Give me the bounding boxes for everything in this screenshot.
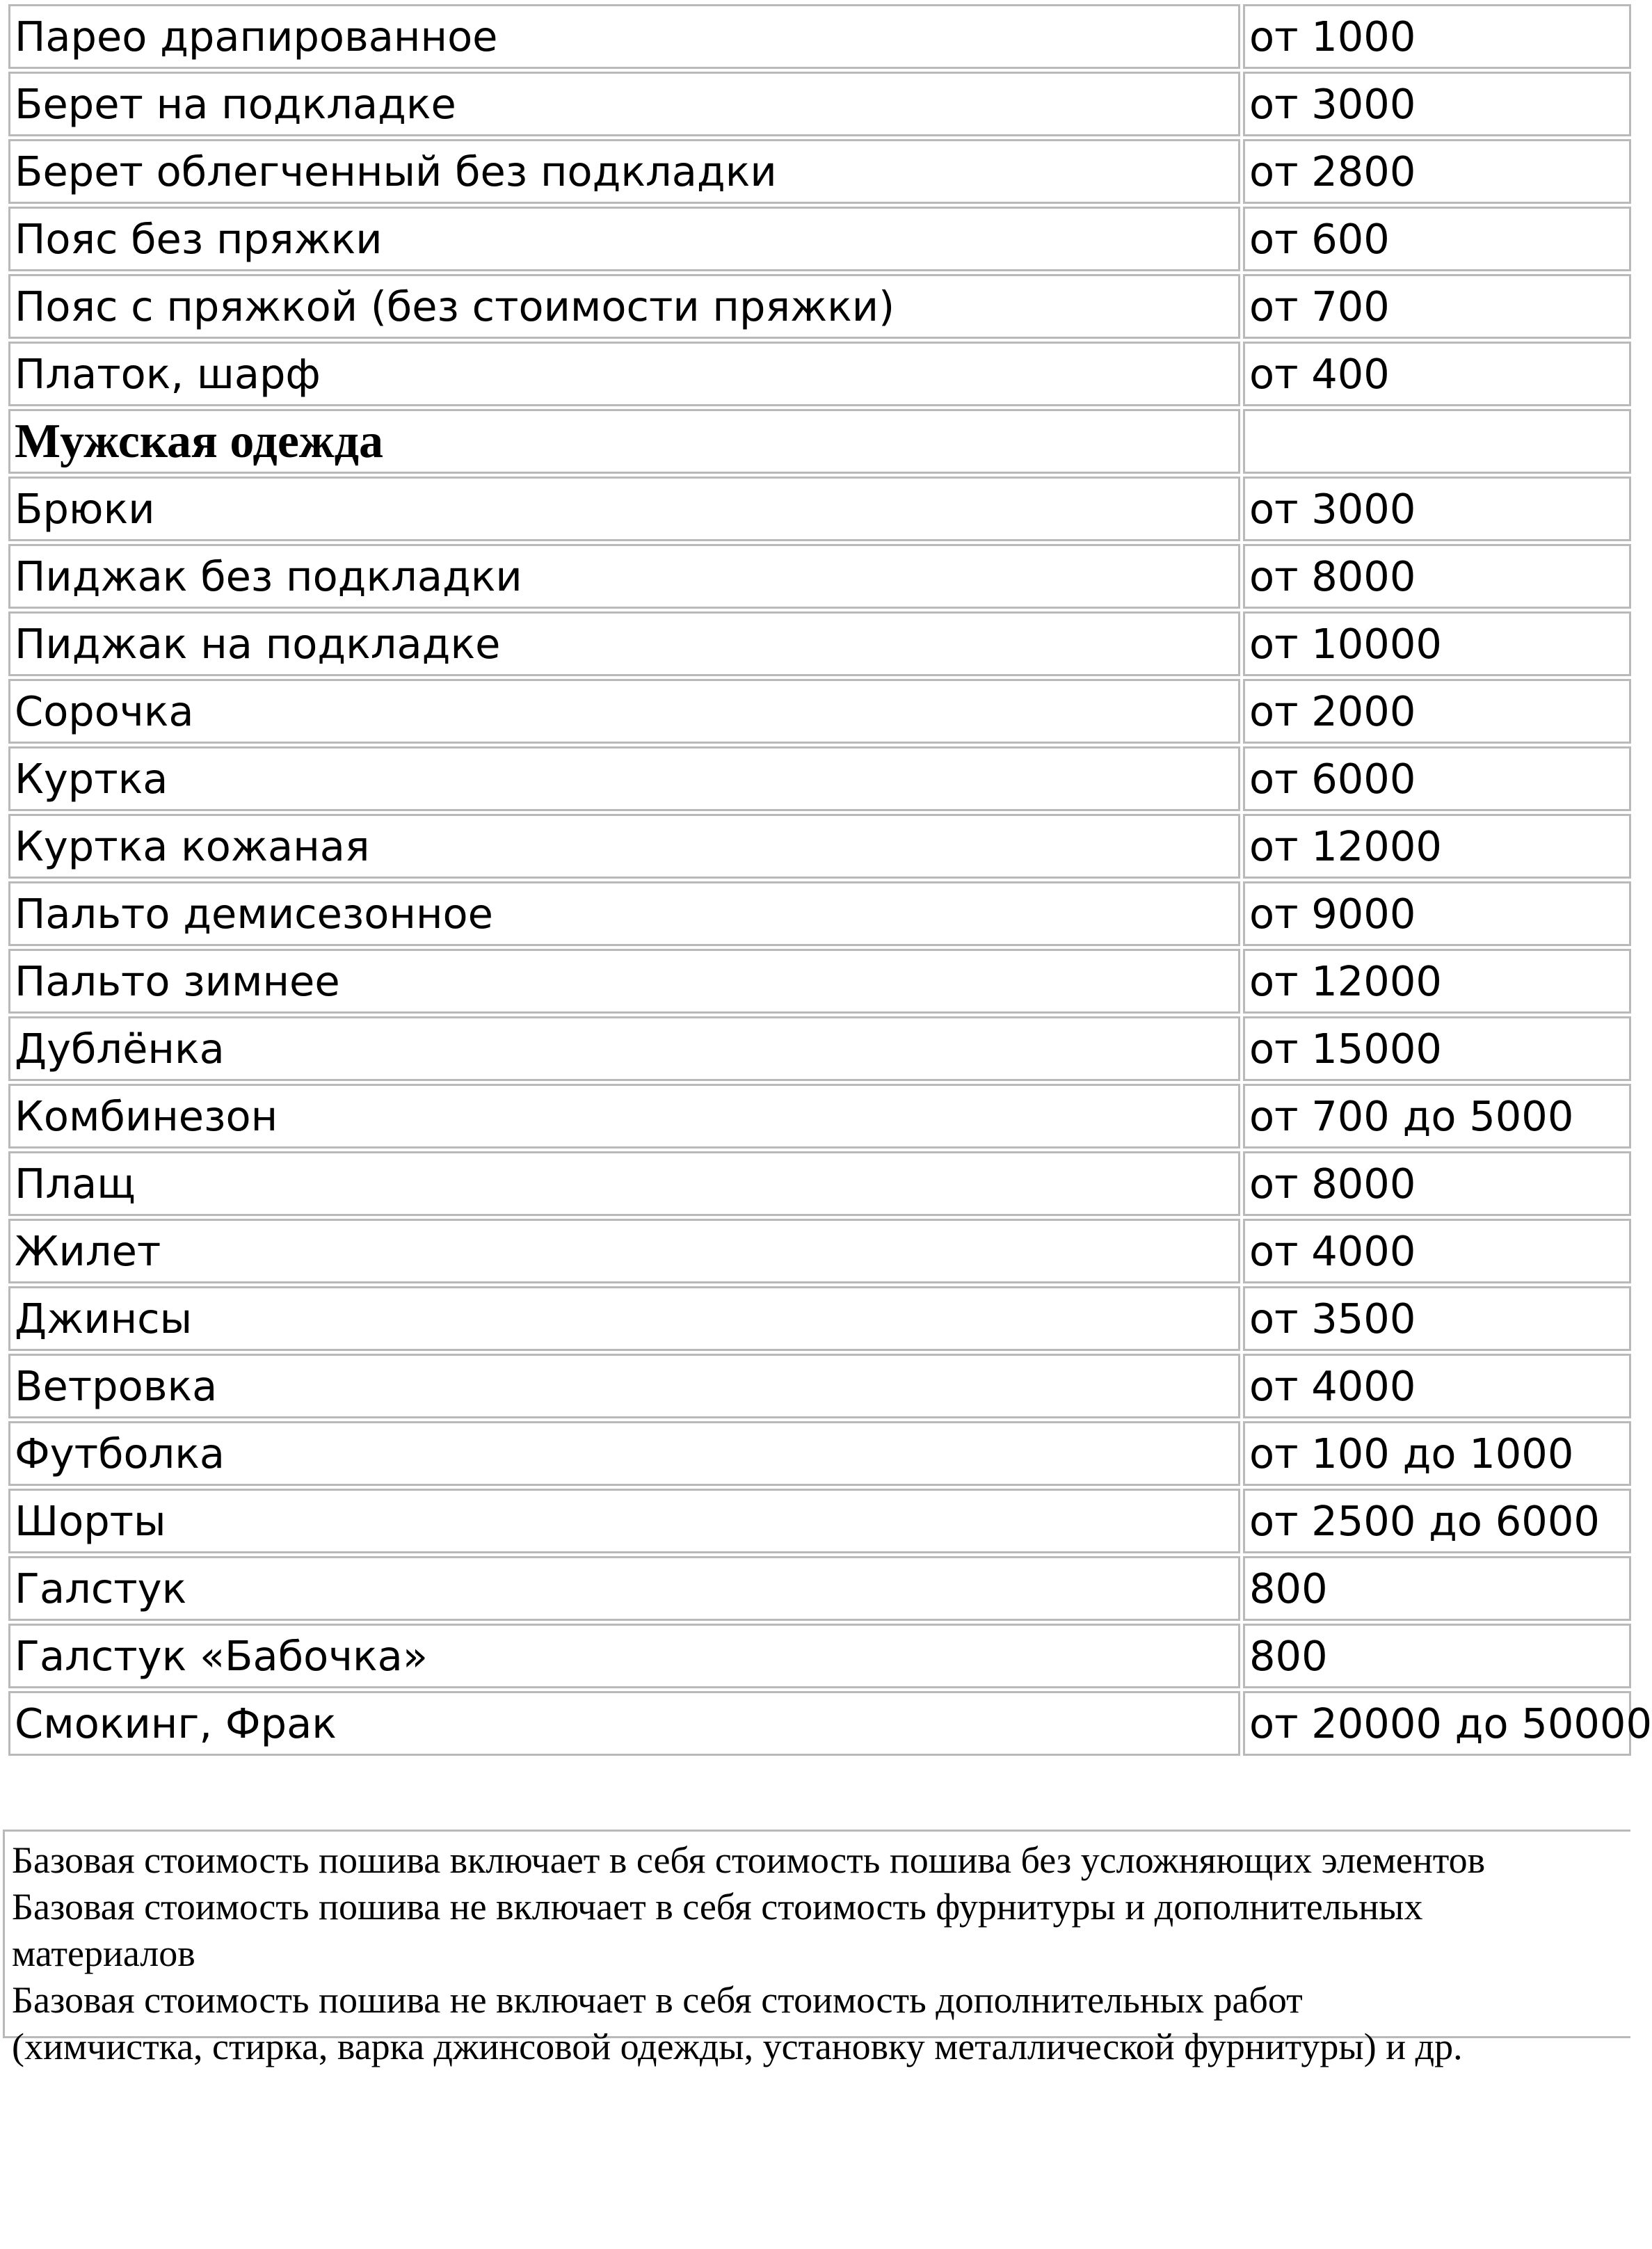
item-price: от 2800 xyxy=(1243,139,1631,204)
note-line: Базовая стоимость пошива не включает в себя стоимость фурнитуры и дополнительных xyxy=(12,1886,1423,1928)
note-line: Базовая стоимость пошива включает в себя стоимость пошива без усложняющих элементов xyxy=(12,1839,1486,1881)
table-row xyxy=(8,1489,1631,1553)
table-row xyxy=(8,1286,1631,1351)
table-row xyxy=(8,342,1631,406)
table-row xyxy=(8,1421,1631,1486)
table-row xyxy=(8,207,1631,271)
item-price: от 8000 xyxy=(1243,1151,1631,1216)
item-price: от 9000 xyxy=(1243,881,1631,946)
item-price: от 8000 xyxy=(1243,544,1631,609)
item-price: от 3500 xyxy=(1243,1286,1631,1351)
item-name: Пиджак без подкладки xyxy=(8,544,1240,609)
table-row xyxy=(8,477,1631,541)
section-header-row xyxy=(8,409,1631,474)
table-row xyxy=(8,746,1631,811)
item-name: Джинсы xyxy=(8,1286,1240,1351)
item-name: Пиджак на подкладке xyxy=(8,611,1240,676)
table-row xyxy=(8,1016,1631,1081)
item-price: от 4000 xyxy=(1243,1354,1631,1418)
item-price: от 600 xyxy=(1243,207,1631,271)
item-name: Футболка xyxy=(8,1421,1240,1486)
item-price: от 400 xyxy=(1243,342,1631,406)
item-price: от 6000 xyxy=(1243,746,1631,811)
table-row xyxy=(8,1354,1631,1418)
item-price: от 3000 xyxy=(1243,72,1631,136)
item-name: Берет облегченный без подкладки xyxy=(8,139,1240,204)
item-name: Куртка кожаная xyxy=(8,814,1240,879)
table-row xyxy=(8,881,1631,946)
table-row xyxy=(8,1624,1631,1688)
section-empty-cell xyxy=(1243,409,1631,474)
item-price: от 12000 xyxy=(1243,949,1631,1014)
table-row xyxy=(8,544,1631,609)
item-price: от 2500 до 6000 xyxy=(1243,1489,1631,1553)
item-name: Пояс без пряжки xyxy=(8,207,1240,271)
item-name: Берет на подкладке xyxy=(8,72,1240,136)
table-row xyxy=(8,1691,1631,1756)
item-name: Галстук xyxy=(8,1556,1240,1621)
item-name: Плащ xyxy=(8,1151,1240,1216)
table-row xyxy=(8,949,1631,1014)
table-row xyxy=(8,611,1631,676)
item-name: Галстук «Бабочка» xyxy=(8,1624,1240,1688)
price-table xyxy=(6,1,1652,1759)
section-title: Мужская одежда xyxy=(8,409,1240,474)
item-price: от 100 до 1000 xyxy=(1243,1421,1631,1486)
item-price: от 1000 xyxy=(1243,4,1631,69)
item-price: от 2000 xyxy=(1243,679,1631,744)
item-name: Жилет xyxy=(8,1219,1240,1283)
item-price: от 700 до 5000 xyxy=(1243,1084,1631,1148)
item-price: от 10000 xyxy=(1243,611,1631,676)
item-name: Брюки xyxy=(8,477,1240,541)
table-row xyxy=(8,274,1631,339)
note-line: Базовая стоимость пошива не включает в себя стоимость дополнительных работ xyxy=(12,1979,1303,2021)
table-row xyxy=(8,1084,1631,1148)
item-name: Шорты xyxy=(8,1489,1240,1553)
table-row xyxy=(8,139,1631,204)
table-row xyxy=(8,1556,1631,1621)
item-price: от 4000 xyxy=(1243,1219,1631,1283)
item-price: от 12000 xyxy=(1243,814,1631,879)
note-line: (химчистка, стирка, варка джинсовой одежды, установку металлической фурнитуры) и др. xyxy=(12,2026,1463,2067)
item-name: Сорочка xyxy=(8,679,1240,744)
item-name: Платок, шарф xyxy=(8,342,1240,406)
item-price: от 15000 xyxy=(1243,1016,1631,1081)
item-price: от 20000 до 50000 xyxy=(1243,1691,1631,1756)
table-row xyxy=(8,814,1631,879)
table-row xyxy=(8,1151,1631,1216)
item-name: Куртка xyxy=(8,746,1240,811)
item-price: от 3000 xyxy=(1243,477,1631,541)
item-name: Дублёнка xyxy=(8,1016,1240,1081)
item-name: Ветровка xyxy=(8,1354,1240,1418)
item-name: Смокинг, Фрак xyxy=(8,1691,1240,1756)
pricing-notes xyxy=(3,1830,1630,2067)
table-row xyxy=(8,679,1631,744)
item-name: Пальто зимнее xyxy=(8,949,1240,1014)
table-row xyxy=(8,1219,1631,1283)
table-row xyxy=(8,72,1631,136)
item-price: 800 xyxy=(1243,1624,1631,1688)
table-row xyxy=(8,4,1631,69)
note-line: материалов xyxy=(12,1932,195,1974)
item-name: Комбинезон xyxy=(8,1084,1240,1148)
item-price: от 700 xyxy=(1243,274,1631,339)
item-price: 800 xyxy=(1243,1556,1631,1621)
item-name: Пояс с пряжкой (без стоимости пряжки) xyxy=(8,274,1240,339)
item-name: Парео драпированное xyxy=(8,4,1240,69)
item-name: Пальто демисезонное xyxy=(8,881,1240,946)
